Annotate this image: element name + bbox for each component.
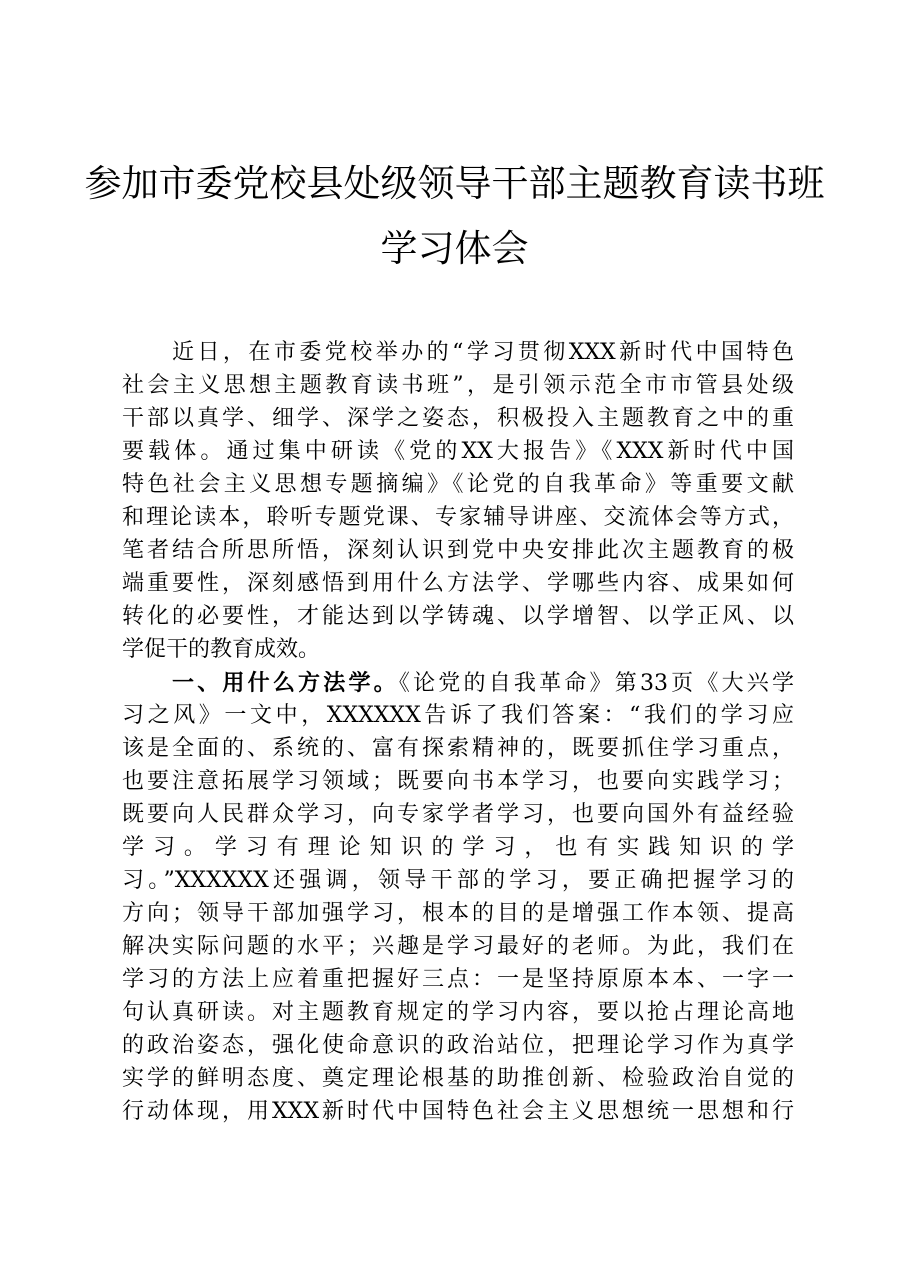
paragraph-2-line: 句认真研读。对主题教育规定的学习内容，要以抢占理论高地 — [122, 1000, 794, 1025]
paragraph-1-line: 特色社会主义思想专题摘编》《论党的自我革命》等重要文献 — [122, 472, 794, 497]
paragraph-2-line: 该是全面的、系统的、富有探索精神的，既要抓住学习重点， — [122, 736, 794, 761]
paragraph-1-line: 要载体。通过集中研读《党的XX大报告》《XXX新时代中国 — [122, 439, 794, 464]
section-heading: 一、用什么方法学。 — [172, 670, 399, 696]
paragraph-1-line: 社会主义思想主题教育读书班”，是引领示范全市市管县处级 — [122, 373, 794, 398]
paragraph-2-line: 方向；领导干部加强学习，根本的目的是增强工作本领、提高 — [122, 901, 794, 926]
paragraph-2-line: 习。”XXXXXX还强调，领导干部的学习，要正确把握学习的 — [122, 868, 794, 893]
paragraph-1-line: 端重要性，深刻感悟到用什么方法学、学哪些内容、成果如何 — [122, 571, 794, 596]
paragraph-1-line: 转化的必要性，才能达到以学铸魂、以学增智、以学正风、以 — [122, 604, 794, 629]
paragraph-1-line: 和理论读本，聆听专题党课、专家辅导讲座、交流体会等方式， — [122, 505, 794, 530]
paragraph-1-line: 干部以真学、细学、深学之姿态，积极投入主题教育之中的重 — [122, 406, 794, 431]
paragraph-1-line: 学促干的教育成效。 — [122, 637, 321, 662]
paragraph-2-line: 学习的方法上应着重把握好三点：一是坚持原原本本、一字一 — [122, 967, 794, 992]
paragraph-2-line: 行动体现，用XXX新时代中国特色社会主义思想统一思想和行 — [122, 1099, 794, 1124]
document-title-line-2: 学习体会 — [380, 227, 529, 270]
paragraph-1-line: 笔者结合所思所悟，深刻认识到党中央安排此次主题教育的极 — [122, 538, 794, 563]
paragraph-2-line: 也要注意拓展学习领域；既要向书本学习，也要向实践学习； — [122, 769, 794, 794]
paragraph-2-line: 既要向人民群众学习，向专家学者学习，也要向国外有益经验 — [122, 802, 794, 827]
paragraph-2-line: 解决实际问题的水平；兴趣是学习最好的老师。为此，我们在 — [122, 934, 794, 959]
paragraph-2-line: 学习。学习有理论知识的学习，也有实践知识的学 — [122, 835, 794, 860]
document-title-line-1: 参加市委党校县处级领导干部主题教育读书班 — [84, 162, 825, 205]
paragraph-2-line: 实学的鲜明态度、奠定理论根基的助推创新、检验政治自觉的 — [122, 1066, 794, 1091]
paragraph-2-line: 的政治姿态，强化使命意识的政治站位，把理论学习作为真学 — [122, 1033, 794, 1058]
paragraph-2-first-line — [172, 667, 794, 699]
paragraph-2-line: 习之风》一文中，XXXXXX告诉了我们答案：“我们的学习应 — [122, 703, 794, 728]
paragraph-1-line: 近日，在市委党校举办的“学习贯彻XXX新时代中国特色 — [172, 340, 794, 365]
paragraph-2-first-line-text: 《论党的自我革命》第33页《大兴学 — [398, 671, 794, 696]
